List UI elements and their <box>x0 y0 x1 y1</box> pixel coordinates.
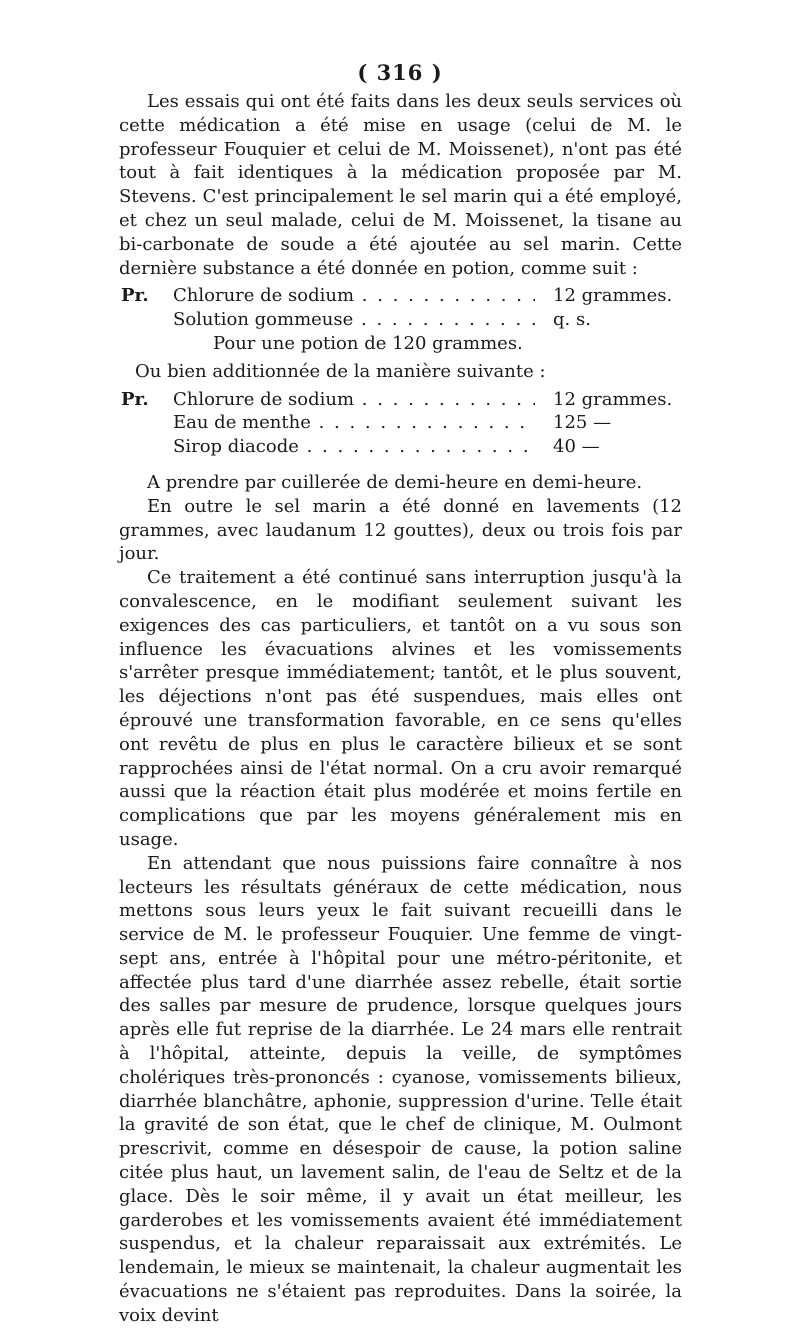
ingredient-quantity: 12 grammes. <box>553 388 673 410</box>
formula-1-note: Pour une potion de 120 grammes. <box>213 332 523 354</box>
formula-1 <box>119 284 682 355</box>
ingredient-name: Chlorure de sodium . . . <box>173 284 535 308</box>
paragraph-dosage: A prendre par cuillerée de demi-heure en demi-heure. <box>147 471 643 493</box>
paragraph-enema: En outre le sel marin a été donné en lavements (12 grammes, avec laudanum 12 gouttes), deux ou trois fois par jour. <box>119 495 682 565</box>
paragraph-case-report: En attendant que nous puissions faire connaître à nos lecteurs les résultats généraux de cette médication, nous mettons sous leurs yeux le fait suivant recueilli dans le service de M. le professeur Fouquier. Une femme de vingt-sept ans, entrée à l'hôpital pour une métro-péritonite, et affectée plus tard d'une diarrhée assez rebelle, était sortie des salles par mesure de prudence, lorsque quelques jours après elle fut reprise de la diarrhée. Le 24 mars elle rentrait à l'hôpital, atteinte, depuis la veille, de symptômes cholériques très-prononcés : cyanose, vomissements bilieux, diarrhée blanchâtre, aphonie, suppression d'urine. Telle était la gravité de son état, que le chef de clinique, M. Oulmont prescrivit, comme en désespoir de cause, la potion saline citée plus haut, un lavement salin, de l'eau de Seltz et de la glace. Dès le soir même, il y avait un état meilleur, les garderobes et les vomissements avaient été immédiatement suspendus, et la chaleur reparaissait aux extrémités. Le lendemain, le mieux se maintenait, la chaleur augmentait les évacuations ne s'étaient pas reproduites. Dans la soirée, la voix devint <box>119 852 682 1326</box>
ingredient-name: Eau de menthe . . . <box>173 411 535 435</box>
formula-1-prefix: Pr. <box>121 285 149 307</box>
formula-1-line <box>119 284 682 308</box>
page-number: ( 316 ) <box>357 60 443 85</box>
body-text <box>119 90 682 1328</box>
ingredient-name: Solution gommeuse . . . <box>173 308 535 332</box>
ingredient-quantity: q. s. <box>553 309 591 331</box>
formula-2-prefix: Pr. <box>121 388 149 410</box>
ingredient-name: Sirop diacode . . . <box>173 435 535 459</box>
formula-2-line <box>119 411 682 435</box>
ingredient-quantity: 12 grammes. <box>553 285 673 307</box>
formula-2-line <box>119 388 682 412</box>
paragraph-treatment: Ce traitement a été continué sans interruption jusqu'à la convalescence, en le modifiant seulement suivant les exigences des cas particuliers, et tantôt on a vu sous son influence les évacuations alvines et les vomissements s'arrêter presque immédiatement; tantôt, et le plus souvent, les déjections n'ont pas été suspendues, mais elles ont éprouvé une transformation favorable, en ce sens qu'elles ont revêtu de plus en plus le caractère bilieux et se sont rapprochées ainsi de l'état normal. On a cru avoir remarqué aussi que la réaction était plus modérée et moins fertile en complications que par les moyens généralement mis en usage. <box>119 567 682 850</box>
ingredient-name: Chlorure de sodium . . . <box>173 388 535 412</box>
alternative-intro: Ou bien additionnée de la manière suivante : <box>135 360 546 382</box>
formula-2 <box>119 388 682 459</box>
formula-1-line <box>119 308 682 332</box>
ingredient-quantity: 125 — <box>553 412 612 434</box>
formula-2-line <box>119 435 682 459</box>
paragraph-intro: Les essais qui ont été faits dans les deux seuls services où cette médication a été mise en usage (celui de M. le professeur Fouquier et celui de M. Moissenet), n'ont pas été tout à fait identiques à la médication proposée par M. Stevens. C'est principalement le sel marin qui a été employé, et chez un seul malade, celui de M. Moissenet, la tisane au bi-carbonate de soude a été ajoutée au sel marin. Cette dernière substance a été donnée en potion, comme suit : <box>119 91 682 279</box>
ingredient-quantity: 40 — <box>553 436 600 458</box>
